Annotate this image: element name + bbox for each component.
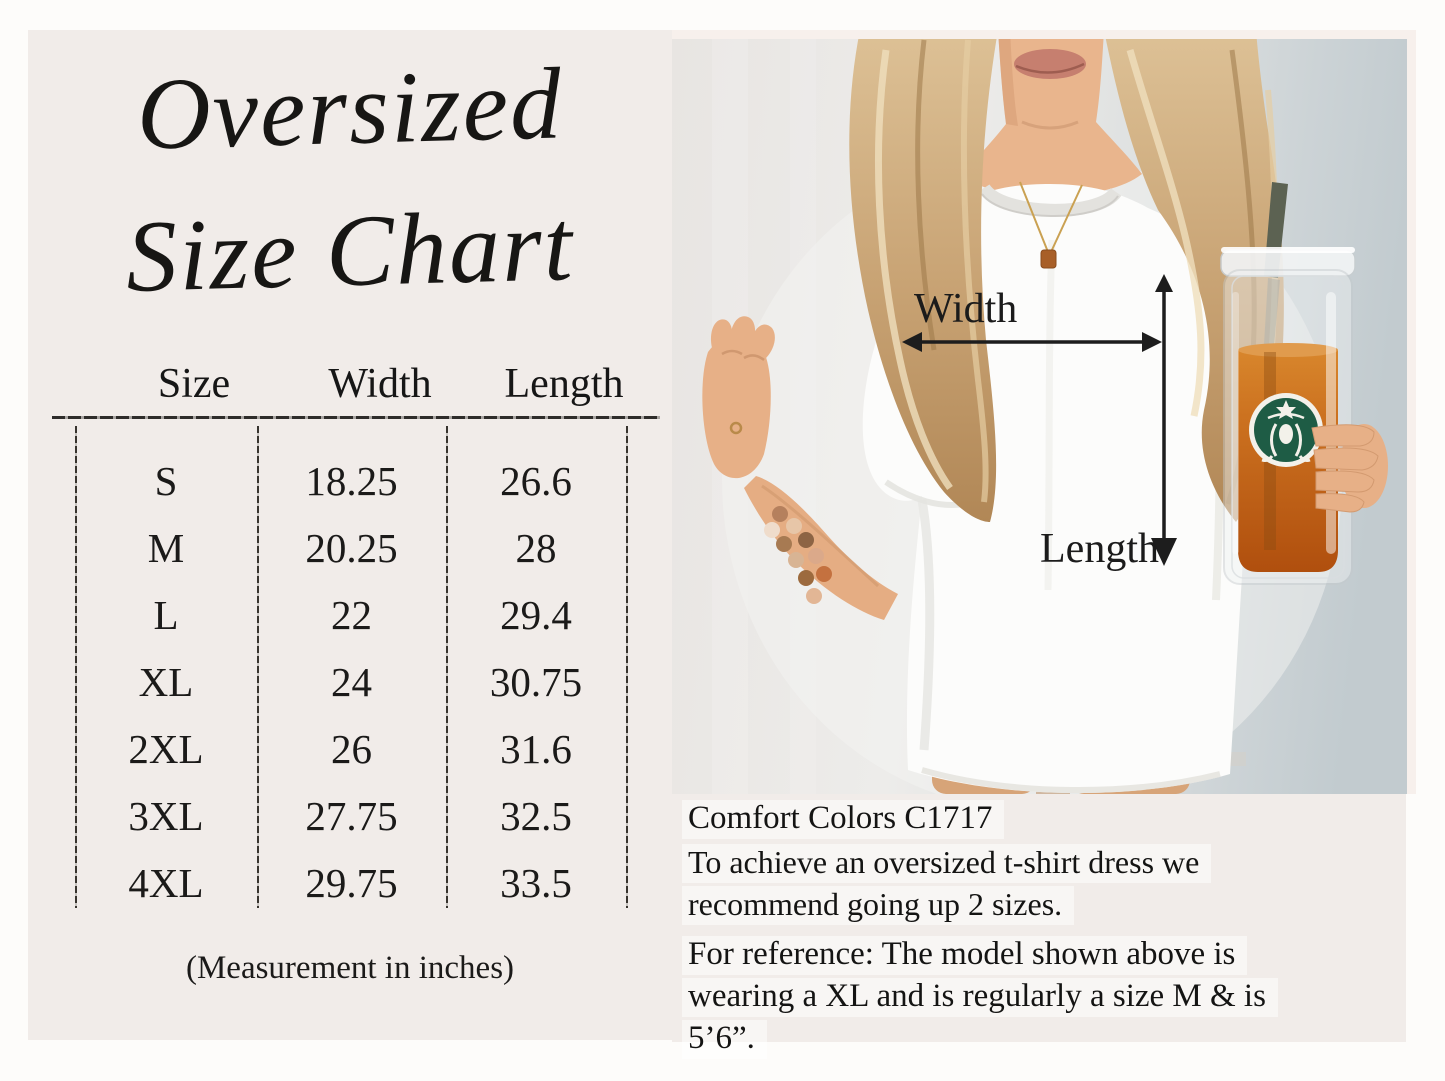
length-cell: 30.75 [489, 658, 583, 705]
chart-title-line2: Size Chart [124, 189, 576, 314]
width-cell: 29.75 [305, 859, 398, 906]
model-reference-paragraph: For reference: The model shown above is wearing a XL and is regularly a size M & is 5’6”. [682, 936, 1278, 1062]
table-header-rule [52, 416, 660, 419]
size-cell: L [153, 591, 179, 638]
size-chart-panel [28, 30, 672, 1040]
size-cell: 4XL [128, 859, 204, 906]
table-row [75, 648, 626, 715]
width-cell: 20.25 [305, 524, 398, 571]
length-cell: 32.5 [500, 792, 572, 839]
table-vertical-line [626, 426, 628, 908]
photo-edge [1407, 30, 1416, 794]
model-photo-scene [672, 30, 1416, 794]
caption-box [672, 794, 1406, 1056]
width-cell: 27.75 [305, 792, 398, 839]
table-row [75, 849, 626, 916]
size-cell: M [147, 524, 185, 571]
table-row [75, 782, 626, 849]
starbucks-logo-icon [1249, 393, 1323, 467]
size-cell: 2XL [128, 725, 204, 772]
right-hand [1312, 424, 1388, 512]
size-cell: 3XL [128, 792, 204, 839]
table-row [75, 447, 626, 514]
width-label: Width [914, 286, 1018, 332]
table-row [75, 514, 626, 581]
length-cell: 26.6 [500, 457, 572, 504]
photo-edge [672, 30, 1416, 39]
column-header-width: Width [328, 361, 432, 407]
length-label: Length [1040, 526, 1159, 572]
width-cell: 18.25 [305, 457, 398, 504]
length-cell: 29.4 [500, 591, 572, 638]
lips [1014, 49, 1086, 79]
measurement-footnote: (Measurement in inches) [185, 950, 515, 986]
model-photo [672, 30, 1416, 794]
table-row [75, 715, 626, 782]
width-cell: 26 [331, 725, 372, 772]
column-header-length: Length [504, 361, 624, 407]
chart-title-line1: Oversized [135, 47, 565, 172]
length-cell: 31.6 [500, 725, 572, 772]
column-header-size: Size [157, 361, 231, 407]
length-cell: 28 [515, 524, 557, 571]
width-cell: 24 [331, 658, 372, 705]
fabric-heading: Comfort Colors C1717 [682, 800, 1004, 842]
size-cell: S [154, 457, 178, 504]
left-hand [702, 316, 775, 478]
length-cell: 33.5 [500, 859, 572, 906]
width-cell: 22 [331, 591, 372, 638]
size-cell: XL [138, 658, 194, 705]
sizing-advice-paragraph: To achieve an oversized t-shirt dress we recommend going up 2 sizes. [682, 844, 1211, 928]
table-row [75, 581, 626, 648]
size-table [75, 447, 626, 916]
